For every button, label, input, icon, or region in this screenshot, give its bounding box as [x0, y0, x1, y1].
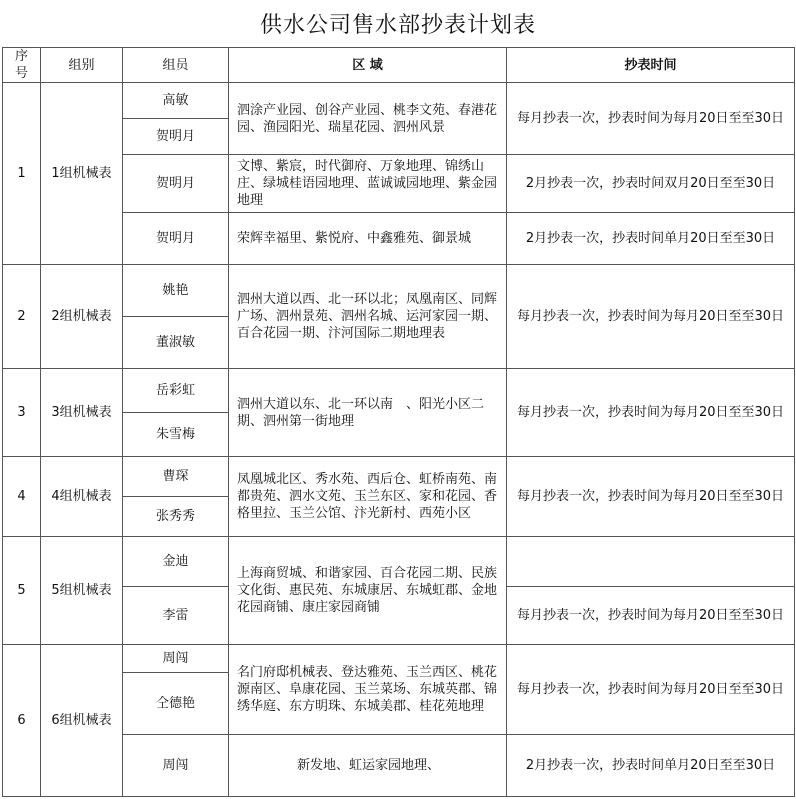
area-cell: 泗州大道以西、北一环以北；凤凰南区、同辉广场、泗州景苑、泗州名城、运河家园一期、百合花园一期、汴河国际二期地理表: [229, 265, 507, 369]
area-cell: 凤凰城北区、秀水苑、西后仓、虹桥南苑、南都贵苑、泗水文苑、玉兰东区、家和花园、香格里拉、玉兰公馆、汴光新村、西苑小区: [229, 457, 507, 537]
seq-cell: 4: [3, 457, 41, 537]
seq-cell: 1: [3, 83, 41, 265]
time-cell: 2月抄表一次，抄表时间双月20日至至30日: [507, 155, 795, 213]
table-row: [3, 83, 795, 119]
table-row: [3, 369, 795, 413]
header-group: 组别: [41, 48, 123, 83]
area-cell: 新发地、虹运家园地理、: [229, 735, 507, 797]
member-cell: 金迪: [123, 537, 229, 587]
group-cell: 5组机械表: [41, 537, 123, 645]
member-cell: 高敏: [123, 83, 229, 119]
header-area: 区 域: [229, 48, 507, 83]
area-cell: 泗涂产业园、创谷产业园、桃李文苑、春港花园、渔园阳光、瑞星花园、泗州风景: [229, 83, 507, 155]
group-cell: 6组机械表: [41, 645, 123, 797]
header-member: 组员: [123, 48, 229, 83]
member-cell: 李雷: [123, 587, 229, 645]
area-cell: 上海商贸城、和谐家园、百合花园二期、民族文化街、惠民苑、东城康居、东城虹郡、金地花园商铺、康庄家园商铺: [229, 537, 507, 645]
member-cell: 姚艳: [123, 265, 229, 317]
table-row: [3, 457, 795, 497]
member-cell: 曹琛: [123, 457, 229, 497]
group-cell: 4组机械表: [41, 457, 123, 537]
time-cell: 每月抄表一次，抄表时间为每月20日至至30日: [507, 587, 795, 645]
member-cell: 岳彩虹: [123, 369, 229, 413]
group-cell: 3组机械表: [41, 369, 123, 457]
time-cell: 2月抄表一次，抄表时间单月20日至至30日: [507, 735, 795, 797]
area-cell: 文博、紫宸，时代御府、万象地理、锦绣山庄、绿城桂语园地理、蓝诚诚园地理、紫金园地理: [229, 155, 507, 213]
area-cell: 泗州大道以东、北一环以南 、阳光小区二期、泗州第一街地理: [229, 369, 507, 457]
member-cell: 周闯: [123, 735, 229, 797]
seq-cell: 5: [3, 537, 41, 645]
area-cell: 名门府邸机械表、登达雅苑、玉兰西区、桃花源南区、阜康花园、玉兰菜场、东城英郡、锦绣华庭、东方明珠、东城美郡、桂花苑地理: [229, 645, 507, 735]
table-row: [3, 537, 795, 587]
header-seq: 序号: [3, 48, 41, 83]
member-cell: 贺明月: [123, 213, 229, 265]
member-cell: 周闯: [123, 645, 229, 673]
time-cell: 2月抄表一次，抄表时间单月20日至至30日: [507, 213, 795, 265]
seq-cell: 6: [3, 645, 41, 797]
time-cell: 每月抄表一次，抄表时间为每月20日至至30日: [507, 83, 795, 155]
schedule-table: [2, 47, 795, 797]
member-cell: 朱雪梅: [123, 413, 229, 457]
member-cell: 仝德艳: [123, 673, 229, 735]
time-cell: 每月抄表一次，抄表时间为每月20日至至30日: [507, 457, 795, 537]
group-cell: 1组机械表: [41, 83, 123, 265]
member-cell: 贺明月: [123, 119, 229, 155]
seq-cell: 3: [3, 369, 41, 457]
member-cell: 张秀秀: [123, 497, 229, 537]
time-cell: [507, 537, 795, 587]
group-cell: 2组机械表: [41, 265, 123, 369]
member-cell: 董淑敏: [123, 317, 229, 369]
member-cell: 贺明月: [123, 155, 229, 213]
page-title: 供水公司售水部抄表计划表: [259, 13, 536, 38]
table-row: [3, 645, 795, 673]
area-cell: 荣辉幸福里、紫悦府、中鑫雅苑、御景城: [229, 213, 507, 265]
header-time: 抄表时间: [507, 48, 795, 83]
table-row: [3, 265, 795, 317]
time-cell: 每月抄表一次，抄表时间为每月20日至至30日: [507, 645, 795, 735]
time-cell: 每月抄表一次，抄表时间为每月20日至至30日: [507, 265, 795, 369]
seq-cell: 2: [3, 265, 41, 369]
time-cell: 每月抄表一次，抄表时间为每月20日至至30日: [507, 369, 795, 457]
header-row: [3, 48, 795, 83]
